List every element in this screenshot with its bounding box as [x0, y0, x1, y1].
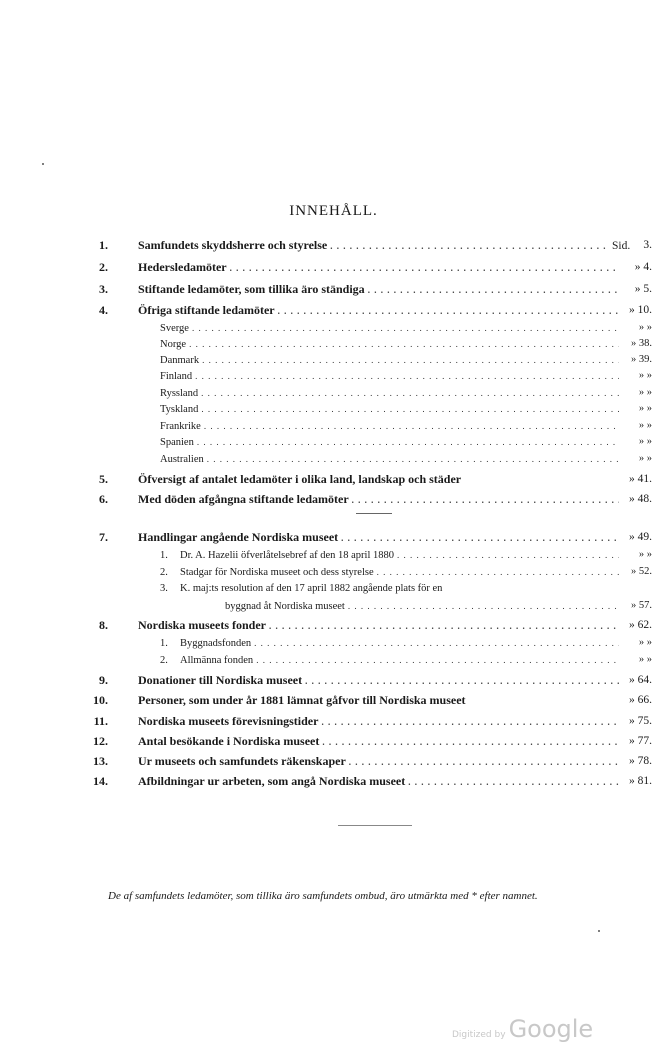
entry-number: 12.: [93, 734, 108, 748]
entry-title: Finland: [160, 371, 193, 382]
dot-leader: [201, 401, 619, 417]
entry-number: 7.: [99, 530, 108, 544]
entry-number: 14.: [93, 774, 108, 788]
entry-page: » 10.: [629, 304, 652, 316]
entry-page: » 77.: [629, 735, 652, 747]
toc-subentry: [225, 598, 622, 615]
toc-page: [600, 401, 652, 417]
page-title: INNEHÅLL.: [289, 203, 378, 219]
entry-number: 1.: [160, 550, 168, 561]
toc-page: [600, 598, 652, 614]
toc-page: [600, 692, 652, 708]
toc-entry: [99, 529, 622, 546]
dot-leader: [330, 238, 609, 254]
toc-page: [600, 547, 652, 563]
toc-entry: [93, 773, 622, 790]
dot-leader: [348, 598, 619, 614]
dot-leader: [278, 303, 619, 319]
toc-page: [600, 564, 652, 580]
toc-subentry: [160, 434, 622, 451]
entry-number: 2.: [99, 260, 108, 274]
dot-leader: [230, 260, 619, 276]
entry-number: 3.: [160, 583, 168, 594]
dot-leader: [201, 385, 619, 401]
toc-page: [600, 491, 652, 507]
dot-leader: [368, 282, 619, 298]
entry-number: 6.: [99, 492, 108, 506]
entry-page: » 78.: [629, 755, 652, 767]
toc-subentry: [160, 320, 622, 337]
entry-title: Donationer till Nordiska museet: [138, 673, 303, 687]
entry-page: » 81.: [629, 775, 652, 787]
entry-number: 10.: [93, 693, 108, 707]
dot-leader: [349, 754, 619, 770]
end-divider: [338, 825, 412, 826]
entry-title: Öfriga stiftande ledamöter: [138, 303, 275, 317]
toc-page: [600, 733, 652, 749]
entry-title: Tyskland: [160, 404, 199, 415]
toc-page: [600, 259, 652, 275]
entry-number: 4.: [99, 303, 108, 317]
entry-title: Frankrike: [160, 421, 201, 432]
toc-subentry: [160, 352, 622, 369]
entry-title: Ryssland: [160, 388, 199, 399]
dot-leader: [204, 418, 619, 434]
toc-page: [600, 320, 652, 336]
toc-entry: [99, 281, 622, 298]
toc-entry: [99, 617, 622, 634]
entry-page: 3.: [643, 239, 652, 251]
toc-subentry: [160, 418, 622, 435]
toc-entry: [99, 302, 622, 319]
dot-leader: [189, 336, 619, 352]
entry-page: » 52.: [631, 566, 652, 577]
entry-page: » 41.: [629, 473, 652, 485]
entry-title: Spanien: [160, 437, 194, 448]
toc-page: [600, 617, 652, 633]
entry-title: Nordiska museets förevisningstider: [138, 714, 319, 728]
section-divider: [356, 513, 392, 514]
dot-leader: [195, 368, 619, 384]
toc-page: [600, 352, 652, 368]
toc-page: [600, 418, 652, 434]
toc-page: [600, 672, 652, 688]
entry-number: 1.: [99, 238, 108, 252]
entry-page: » »: [638, 637, 652, 648]
entry-title: Australien: [160, 454, 204, 465]
toc-entry: [93, 753, 622, 770]
entry-page: » »: [638, 654, 652, 665]
dot-leader: [397, 547, 619, 563]
entry-page: » »: [638, 420, 652, 431]
entry-page: » »: [638, 387, 652, 398]
toc-page: [600, 336, 652, 352]
entry-page: » 5.: [634, 283, 652, 295]
dot-leader: [321, 714, 619, 730]
dot-leader: [192, 320, 619, 336]
toc-page: [600, 451, 652, 467]
toc-subentry: [160, 401, 622, 418]
toc-page: [600, 302, 652, 318]
entry-number: 1.: [160, 638, 168, 649]
entry-title: Handlingar angående Nordiska museet: [138, 530, 339, 544]
watermark-caption: Digitized by: [452, 1030, 506, 1040]
entry-title: Afbildningar ur arbeten, som angå Nordiska museet: [138, 774, 406, 788]
entry-number: 5.: [99, 472, 108, 486]
toc-page: [600, 281, 652, 297]
paper-speck: [598, 930, 600, 932]
dot-leader: [256, 652, 619, 668]
entry-title: Stadgar för Nordiska museet och dess styrelse: [180, 567, 374, 578]
dot-leader: [341, 530, 619, 546]
entry-page: » »: [638, 453, 652, 464]
entry-number: 13.: [93, 754, 108, 768]
entry-page: » »: [638, 403, 652, 414]
dot-leader: [197, 434, 619, 450]
toc-entry: [99, 237, 652, 254]
entry-title: Med döden afgångna stiftande ledamöter: [138, 492, 349, 506]
footnote: De af samfundets ledamöter, som tillika äro samfundets ombud, äro utmärkta med * efter namnet.: [108, 890, 538, 902]
entry-prefix: Sid.: [612, 240, 631, 252]
entry-number: 11.: [93, 714, 108, 728]
dot-leader: [408, 774, 619, 790]
entry-title: Byggnadsfonden: [180, 638, 252, 649]
toc-page: [600, 773, 652, 789]
entry-title: Stiftande ledamöter, som tillika äro ständiga: [138, 282, 365, 296]
toc-subentry: [160, 547, 622, 564]
entry-page: » 64.: [629, 674, 652, 686]
toc-subentry: [160, 581, 622, 597]
entry-number: 8.: [99, 618, 108, 632]
toc-page: [600, 471, 652, 487]
entry-title: byggnad åt Nordiska museet: [225, 601, 345, 612]
toc-entry: [99, 491, 622, 508]
toc-entry: [93, 713, 622, 730]
entry-number: 2.: [160, 655, 168, 666]
entry-page: » 75.: [629, 715, 652, 727]
toc-subentry: [160, 368, 622, 385]
entry-title: K. maj:ts resolution af den 17 april 1882 angående plats för en: [180, 583, 443, 594]
entry-title: Öfversigt af antalet ledamöter i olika land, landskap och städer: [138, 472, 462, 486]
toc-page: [600, 635, 652, 651]
entry-title: Norge: [160, 339, 187, 350]
toc-page: [600, 652, 652, 668]
entry-page: » 39.: [631, 354, 652, 365]
entry-title: Allmänna fonden: [180, 655, 254, 666]
dot-leader: [352, 492, 619, 508]
entry-page: » »: [638, 322, 652, 333]
entry-title: Ur museets och samfundets räkenskaper: [138, 754, 346, 768]
entry-page: » »: [638, 370, 652, 381]
entry-title: Personer, som under år 1881 lämnat gåfvor till Nordiska museet: [138, 693, 466, 707]
entry-page: » 48.: [629, 493, 652, 505]
entry-number: 9.: [99, 673, 108, 687]
google-logo: Google: [508, 1015, 594, 1043]
entry-title: Danmark: [160, 355, 200, 366]
entry-page: » 4.: [634, 261, 652, 273]
toc-page: [600, 713, 652, 729]
toc-subentry: [160, 336, 622, 353]
entry-page: » 38.: [631, 338, 652, 349]
dot-leader: [207, 451, 619, 467]
entry-title: Nordiska museets fonder: [138, 618, 266, 632]
entry-number: 2.: [160, 567, 168, 578]
entry-title: Hedersledamöter: [138, 260, 227, 274]
toc-entry: [93, 733, 622, 750]
entry-page: » »: [638, 549, 652, 560]
entry-number: 3.: [99, 282, 108, 296]
toc-entry: [99, 259, 622, 276]
toc-subentry: [160, 652, 622, 669]
toc-page: [600, 368, 652, 384]
dot-leader: [322, 734, 619, 750]
entry-page: » 49.: [629, 531, 652, 543]
entry-page: » 66.: [629, 694, 652, 706]
dot-leader: [269, 618, 619, 634]
entry-page: » 57.: [631, 600, 652, 611]
toc-page: [600, 434, 652, 450]
toc-subentry: [160, 564, 622, 581]
dot-leader: [202, 352, 619, 368]
entry-title: Antal besökande i Nordiska museet: [138, 734, 320, 748]
toc-subentry: [160, 451, 622, 468]
dot-leader: [377, 564, 619, 580]
toc-entry: [93, 692, 602, 708]
toc-page: [600, 385, 652, 401]
entry-page: » »: [638, 436, 652, 447]
toc-subentry: [160, 385, 622, 402]
toc-entry: [99, 672, 622, 689]
entry-title: Samfundets skyddsherre och styrelse: [138, 238, 328, 252]
dot-leader: [305, 673, 619, 689]
paper-speck: [42, 163, 44, 165]
entry-page: » 62.: [629, 619, 652, 631]
toc-entry: [99, 471, 602, 487]
toc-subentry: [160, 635, 622, 652]
toc-page: [600, 753, 652, 769]
dot-leader: [254, 635, 619, 651]
entry-title: Dr. A. Hazelii öfverlåtelsebref af den 18 april 1880: [180, 550, 395, 561]
toc-page: [600, 529, 652, 545]
entry-title: Sverge: [160, 323, 189, 334]
digitized-watermark: [452, 1015, 593, 1043]
